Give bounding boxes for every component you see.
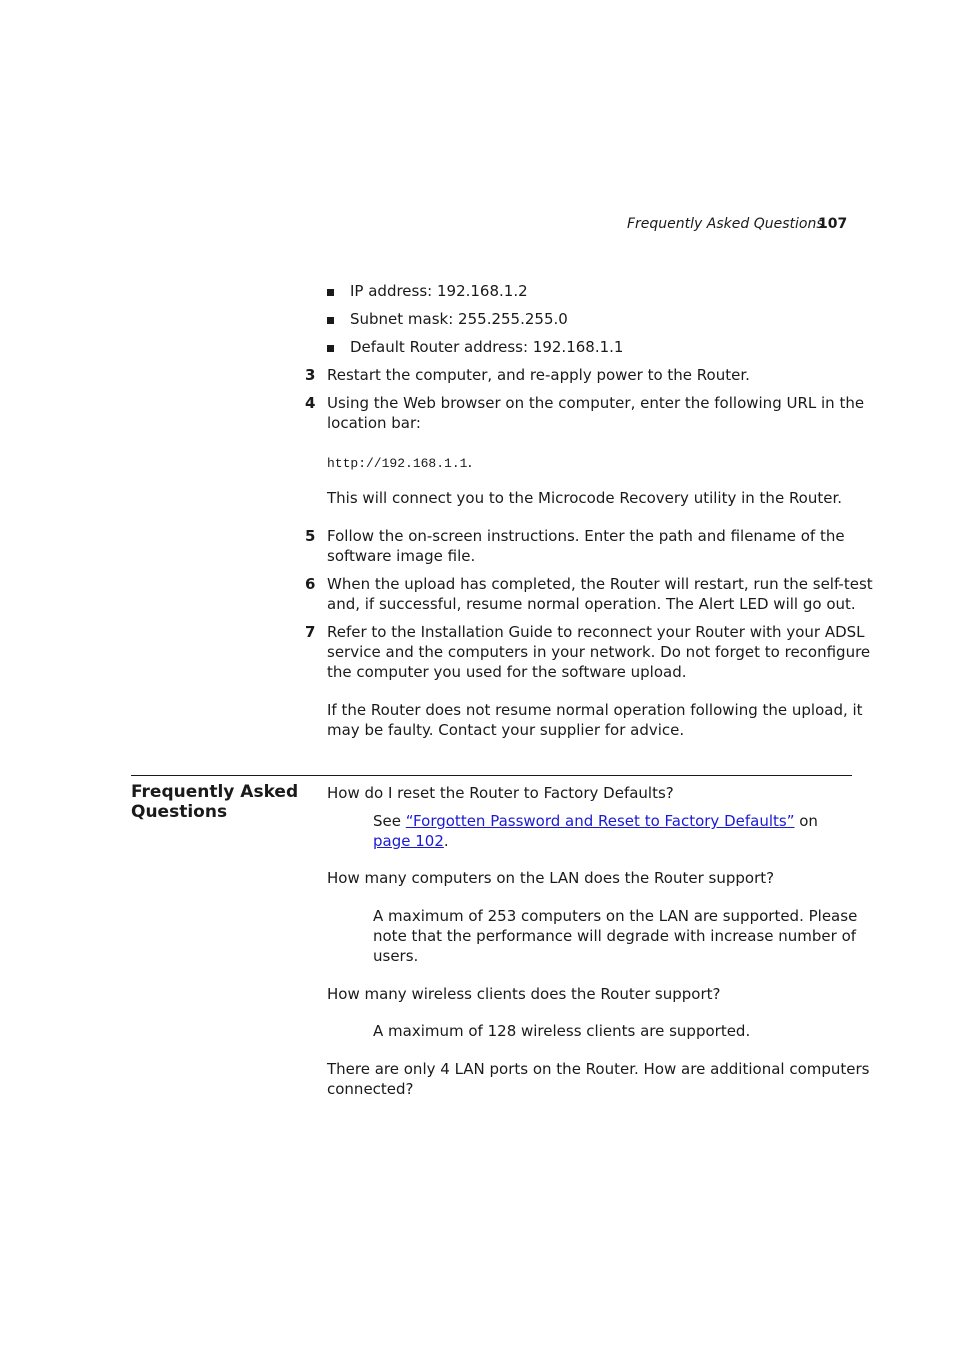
recovery-url-line: [327, 452, 472, 474]
recovery-url: http://192.168.1.1: [327, 456, 468, 471]
faq-answer-lan-line: A maximum of 253 computers on the LAN are supported. Please: [373, 907, 858, 925]
step-4-text-line: Using the Web browser on the computer, enter the following URL in the: [327, 394, 865, 412]
faq-question-reset: How do I reset the Router to Factory Defaults?: [327, 784, 674, 802]
step-7-note-line: may be faulty. Contact your supplier for advice.: [327, 721, 685, 739]
step-4-note: This will connect you to the Microcode Recovery utility in the Router.: [327, 489, 843, 507]
step-7-note-line: If the Router does not resume normal operation following the upload, it: [327, 701, 863, 719]
running-header-title: Frequently Asked Questions: [627, 216, 824, 232]
faq-question-wireless-clients: How many wireless clients does the Router support?: [327, 985, 721, 1003]
faq-answer-lan-line: users.: [373, 947, 419, 965]
bullet-subnet-mask: Subnet mask: 255.255.255.0: [350, 310, 568, 328]
step-7-text-line: Refer to the Installation Guide to reconnect your Router with your ADSL: [327, 623, 865, 641]
answer-text: on: [794, 812, 818, 830]
step-number: 3: [305, 366, 316, 384]
page-number: 107: [818, 216, 848, 232]
step-number: 4: [305, 394, 316, 412]
faq-answer-lan-line: note that the performance will degrade with increase number of: [373, 927, 857, 945]
bullet-default-router: Default Router address: 192.168.1.1: [350, 338, 624, 356]
faq-question-lan-computers: How many computers on the LAN does the Router support?: [327, 869, 775, 887]
recovery-url-period: .: [467, 453, 473, 471]
page-102-link[interactable]: page 102: [373, 832, 444, 850]
bullet-marker: [327, 345, 334, 352]
bullet-ip-address: IP address: 192.168.1.2: [350, 282, 528, 300]
forgotten-password-link[interactable]: “Forgotten Password and Reset to Factory Defaults”: [405, 812, 795, 830]
faq-heading-line: Frequently Asked: [131, 782, 299, 802]
faq-answer-wireless: A maximum of 128 wireless clients are supported.: [373, 1022, 751, 1040]
step-6-text-line: and, if successful, resume normal operation. The Alert LED will go out.: [327, 595, 856, 613]
answer-text: .: [443, 832, 449, 850]
bullet-marker: [327, 289, 334, 296]
step-3-text: Restart the computer, and re-apply power to the Router.: [327, 366, 750, 384]
step-number: 5: [305, 527, 316, 545]
step-7-text-line: service and the computers in your network. Do not forget to reconfigure: [327, 643, 871, 661]
step-7-text-line: the computer you used for the software upload.: [327, 663, 687, 681]
step-5-text-line: Follow the on-screen instructions. Enter the path and filename of the: [327, 527, 845, 545]
answer-text: See: [373, 812, 406, 830]
faq-question-lan-ports-line: There are only 4 LAN ports on the Router. How are additional computers: [327, 1060, 870, 1078]
faq-section-heading: [131, 782, 298, 822]
step-5-text-line: software image file.: [327, 547, 476, 565]
step-4-text-line: location bar:: [327, 414, 421, 432]
step-number: 6: [305, 575, 316, 593]
step-6-text-line: When the upload has completed, the Router will restart, run the self-test: [327, 575, 873, 593]
faq-question-lan-ports-line: connected?: [327, 1080, 414, 1098]
faq-answer-reset-line: [373, 831, 449, 851]
bullet-marker: [327, 317, 334, 324]
step-number: 7: [305, 623, 316, 641]
faq-heading-line: Questions: [131, 802, 228, 822]
section-divider: [131, 775, 852, 776]
faq-answer-reset-line: [373, 811, 818, 831]
